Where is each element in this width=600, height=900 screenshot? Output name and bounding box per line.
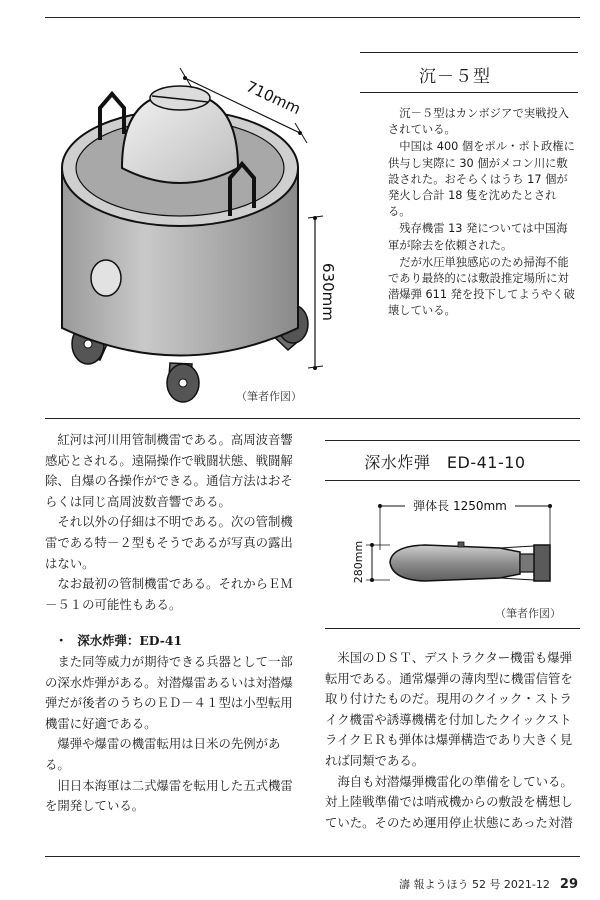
box-title-bottom-rule — [360, 92, 578, 93]
mine-drawing — [40, 38, 340, 408]
spacer — [45, 615, 300, 631]
bomb-drawing — [330, 490, 570, 595]
bomb-body — [390, 545, 520, 581]
bomb-figure-caption: （筆者作図） — [495, 607, 561, 620]
ed-box-bottom-rule — [325, 480, 580, 481]
left-paragraph: 旧日本海軍は二式爆雷を転用した五式機雷を開発している。 — [45, 777, 293, 814]
page-number: 29 — [559, 876, 578, 892]
left-paragraph: なお最初の管制機雷である。それからＥＭ－５１の可能性もある。 — [45, 576, 293, 612]
diameter-dimension — [366, 543, 390, 582]
mine-illustration — [40, 38, 340, 408]
left-column — [45, 430, 300, 817]
bomb-lug — [458, 542, 464, 547]
left-paragraph: それ以外の仔細は不明である。次の管制機雷である特－２型もそうであるが写真の露出はない。 — [45, 514, 293, 571]
right-paragraph: 米国のＤＳＴ、デストラクター機雷も爆弾転用である。通常爆弾の薄肉型に機雷信管を取り付けたものだ。現用のクイック・ストライク機雷や誘導機構を付加したクイックストライクＥＲも弾体は爆弾構造であり大きく見れば同類である。 — [325, 650, 573, 768]
subheading — [55, 631, 300, 652]
ed-figure-bottom-rule — [325, 628, 580, 629]
height-label: 630mm — [319, 263, 337, 321]
box-title: 沉－５型 — [419, 67, 491, 87]
width-label: 710mm — [243, 77, 304, 119]
footer-issue: 濤 報ようほう 52 号 2021-12 — [398, 878, 550, 891]
box-paragraph: だが水圧単独感応のため掃海不能であり最終的には敷設推定場所に対潜爆弾 611 発を投下してようやく破壊している。 — [388, 255, 575, 318]
box-paragraph: 中国は 400 個をポル・ポト政権に供与し実際に 30 個がメコン川に敷設された。おそらくはうち 17 個が発火し合計 18 隻を沈めたとされる。 — [388, 140, 575, 219]
box-paragraph: 残存機雷 13 発については中国海軍が除去を依頼された。 — [388, 222, 568, 252]
mine-hatch — [150, 86, 210, 110]
mine-side-port — [91, 260, 121, 296]
left-paragraph: 爆弾や爆雷の機雷転用は日米の先例がある。 — [45, 736, 281, 772]
right-paragraph: 海自も対潜爆弾機雷化の準備をしている。対上陸戦準備では哨戒機からの敷設を構想していた。そのため運用停止状態にあった対潜 — [325, 773, 573, 830]
mine-figure-caption: （筆者作図） — [236, 390, 302, 403]
right-column — [325, 648, 583, 833]
diameter-label: 280mm — [352, 540, 365, 584]
bomb-illustration — [330, 490, 570, 595]
box-paragraph: 沉－５型はカンボジアで実戦投入されている。 — [388, 107, 570, 137]
top-rule — [45, 17, 580, 18]
length-label: 弾体長 1250mm — [413, 499, 507, 513]
subheading-bullet: ・ — [55, 633, 68, 649]
box-body — [388, 106, 578, 321]
section-divider-rule — [45, 418, 580, 419]
footer-rule — [45, 856, 580, 857]
left-paragraph: 紅河は河川用管制機雷である。高周波音響感応とされる。遠隔操作で戦闘状態、戦闘解除、自爆の各操作ができる。通信方法はおそらくは同じ高周波数音響である。 — [45, 432, 293, 509]
ed-box-title: 深水炸弾 ED-41-10 — [364, 453, 526, 472]
box-title-top-rule — [360, 52, 578, 53]
subheading-text: 深水炸弾：ED-41 — [77, 633, 183, 649]
left-paragraph: また同等威力が期待できる兵器として一部の深水炸弾がある。対潜爆雷あるいは対潜爆弾だが後者のうちのＥＤ－４１型は小型転用機雷に好適である。 — [45, 653, 293, 731]
page-footer — [399, 876, 578, 892]
bomb-tail-fins — [534, 545, 550, 581]
ed-box-top-rule — [325, 440, 580, 441]
